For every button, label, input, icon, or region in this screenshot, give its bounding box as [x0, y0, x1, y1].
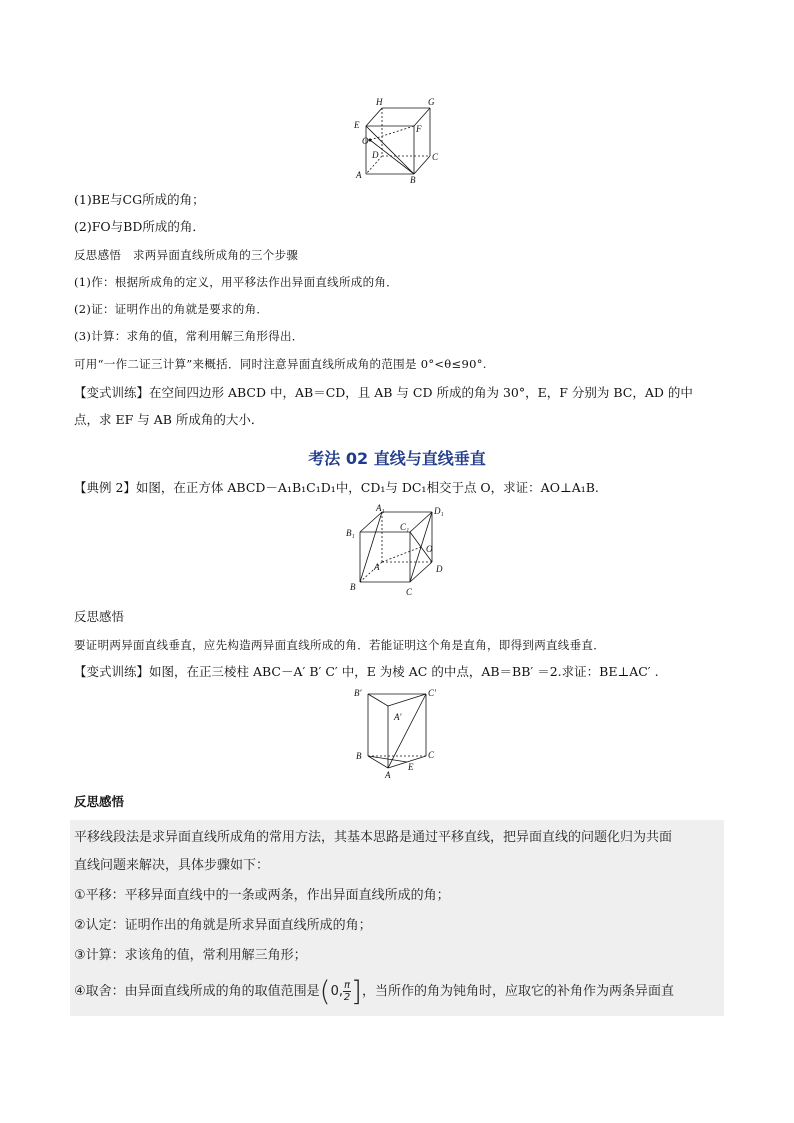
example-2: 【典例 2】如图，在正方体 ABCD－A₁B₁C₁D₁中，CD₁与 DC₁相交于点 O，求证：AO⊥A₁B. [74, 480, 599, 495]
step-1: (1)作：根据所成角的定义，用平移法作出异面直线所成的角． [74, 275, 398, 289]
label-F: F [416, 124, 422, 134]
label-A: A [385, 770, 391, 780]
method-box [70, 820, 724, 1016]
box-step-4-text-b: ，当所作的角为钝角时，应取它的补角作为两条异面直 [361, 984, 674, 999]
reflection-title-1: 反思感悟 求两异面直线所成角的三个步骤 [74, 248, 299, 262]
label-E: E [354, 120, 360, 130]
section-title: 考法 02 直线与直线垂直 [308, 449, 486, 468]
label-C: C [406, 587, 413, 597]
label-A: A [356, 170, 362, 180]
label-C-prime: C′ [428, 688, 436, 698]
label-B-prime: B′ [354, 688, 362, 698]
question-2: (2)FO与BD所成的角． [74, 219, 205, 234]
pi-over-2 [343, 980, 351, 1003]
label-H: H [376, 97, 383, 107]
bracket-left: ( [319, 974, 331, 1008]
variant-2: 【变式训练】如图，在正三棱柱 ABC－A′ B′ C′ 中，E 为棱 AC 的中点，AB＝BB′ ＝2.求证：BE⊥AC′ . [74, 664, 659, 679]
summary: 可用“一作二证三计算”来概括．同时注意异面直线所成角的范围是 0°<θ≤90°. [74, 357, 487, 371]
label-D1: D₁ [434, 506, 444, 516]
step-2: (2)证：证明作出的角就是要求的角． [74, 302, 269, 316]
label-C1: C₁ [400, 522, 410, 532]
cube-figure-1 [350, 96, 450, 184]
frac-den: 2 [343, 992, 351, 1003]
label-G: G [428, 97, 435, 107]
label-D: D [436, 564, 443, 574]
cube-figure-2 [340, 502, 460, 598]
question-1: (1)BE与CG所成的角； [74, 192, 205, 207]
box-step-2: ②认定：证明作出的角就是所求异面直线所成的角； [74, 918, 372, 933]
label-B: B [350, 582, 356, 592]
label-A1: A₁ [376, 503, 385, 513]
bracket-right: ] [351, 974, 362, 1008]
reflection-title-2: 反思感悟 [74, 609, 125, 624]
reflection-text-2: 要证明两异面直线垂直，应先构造两异面直线所成的角．若能证明这个角是直角，即得到两直线垂直． [74, 638, 605, 652]
step-3: (3)计算：求角的值，常利用解三角形得出． [74, 329, 304, 343]
label-A: A [374, 562, 380, 572]
label-D: D [372, 150, 379, 160]
variant-1-line-1: 【变式训练】在空间四边形 ABCD 中，AB＝CD，且 AB 与 CD 所成的角为 30°，E，F 分别为 BC，AD 的中 [74, 385, 693, 400]
box-line-2: 直线问题来解决，具体步骤如下： [74, 858, 270, 873]
label-O: O [426, 544, 433, 554]
box-step-4-text-a: ④取舍：由异面直线所成的角的取值范围是 [74, 984, 320, 999]
box-step-1: ①平移：平移异面直线中的一条或两条，作出异面直线所成的角； [74, 888, 450, 903]
label-B: B [410, 175, 416, 184]
variant-1-line-2: 点，求 EF 与 AB 所成角的大小． [74, 412, 264, 427]
label-C: C [428, 750, 435, 760]
prism-figure-3 [352, 686, 442, 782]
label-O: O [362, 136, 369, 146]
interval-left: 0, [330, 984, 343, 999]
box-step-4 [74, 974, 674, 1008]
frac-num: π [344, 980, 351, 991]
label-C: C [432, 152, 439, 162]
box-line-1: 平移线段法是求异面直线所成角的常用方法，其基本思路是通过平移直线，把异面直线的问题化归为共面 [74, 830, 673, 845]
label-B: B [356, 751, 362, 761]
box-step-3: ③计算：求该角的值，常利用解三角形； [74, 948, 307, 963]
label-E: E [408, 762, 414, 772]
label-B1: B₁ [346, 528, 355, 538]
reflection-title-3: 反思感悟 [74, 794, 125, 809]
label-A-prime: A′ [394, 712, 402, 722]
